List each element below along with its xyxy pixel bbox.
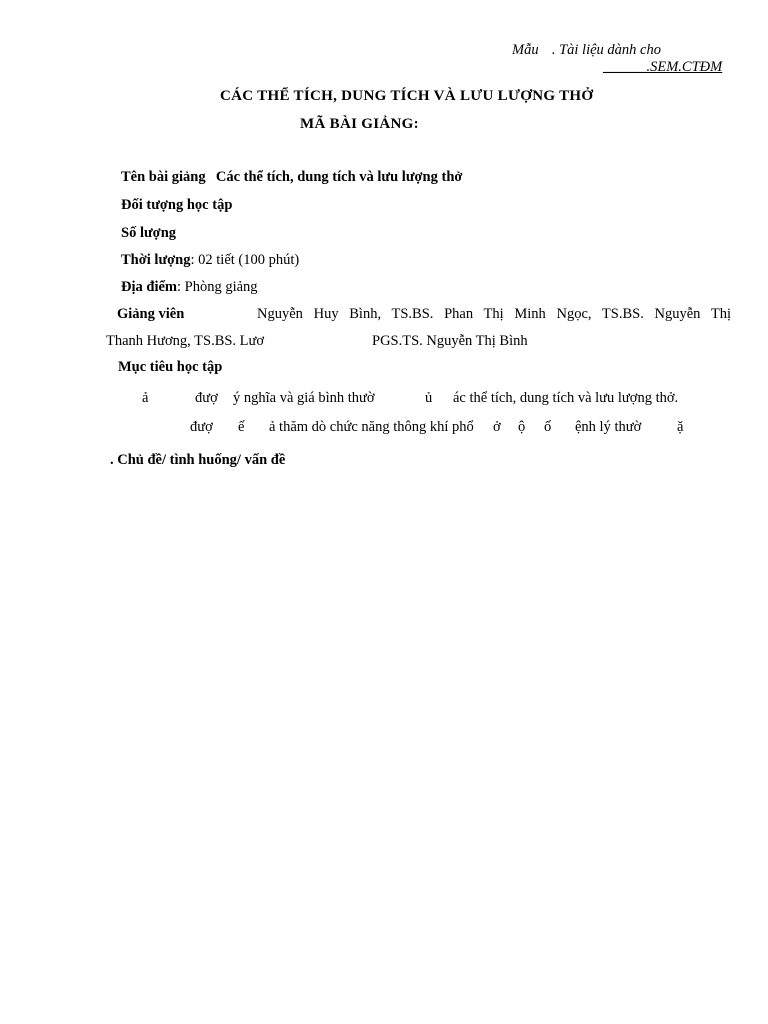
objective-item-1 [142, 390, 732, 410]
lecturer-line-2-cont: PGS.TS. Nguyễn Thị Bình [372, 333, 528, 349]
program-blank: ______ [603, 59, 647, 75]
objective-2-part-3: ả thăm dò chức năng thông khí phổ [269, 419, 474, 435]
objective-2-part-5: ộ [518, 419, 526, 435]
topic-section-label: . Chủ đề/ tình huống/ vấn đề [110, 452, 286, 468]
duration-value: : 02 tiết (100 phút) [190, 252, 300, 268]
objective-2-part-2: ế [238, 419, 245, 435]
objective-1-part-3: ý nghĩa và giá bình thườ [233, 390, 375, 406]
objective-2-part-8: ặ [677, 419, 684, 435]
form-header [512, 42, 661, 59]
objective-1-part-1: ả [142, 390, 149, 406]
objectives-label: Mục tiêu học tập [118, 359, 223, 375]
audience-label: Đối tượng học tập [121, 197, 233, 213]
location-label: Địa điểm [121, 279, 177, 295]
duration-label: Thời lượng [121, 252, 191, 268]
location-value: : Phòng giảng [176, 279, 258, 295]
objective-item-2 [190, 419, 730, 439]
objective-1-part-2: đượ [195, 390, 218, 406]
objective-1-part-4: ủ [425, 390, 433, 406]
program-code [603, 59, 722, 76]
location-row [121, 279, 258, 296]
program-code-text: .SEM.CTĐM [646, 59, 723, 75]
objective-2-part-1: đượ [190, 419, 213, 435]
lecturer-line-2 [106, 333, 264, 350]
lecturer-label: Giảng viên [117, 306, 185, 322]
objective-2-part-4: ở [493, 419, 501, 435]
document-title: CÁC THỂ TÍCH, DUNG TÍCH VÀ LƯU LƯỢNG THỞ [220, 88, 594, 104]
form-prefix: Mẫu [512, 42, 539, 58]
objective-1-part-5: ác thể tích, dung tích và lưu lượng thở. [453, 390, 679, 406]
lecture-name-row [121, 169, 462, 186]
lecture-name-value: Các thể tích, dung tích và lưu lượng thở [215, 169, 463, 185]
lecture-code-label: MÃ BÀI GIẢNG: [300, 116, 419, 132]
lecture-name-label: Tên bài giảng [121, 169, 206, 185]
lecturer-line-1: Nguyễn Huy Bình, TS.BS. Phan Thị Minh Ngọc, TS.BS. Nguyễn Thị [257, 306, 731, 322]
form-suffix: . Tài liệu dành cho [551, 42, 661, 58]
duration-row [121, 252, 299, 269]
count-label: Số lượng [121, 225, 177, 241]
objective-2-part-6: ố [544, 419, 552, 435]
objective-2-part-7: ệnh lý thườ [575, 419, 642, 435]
lecturer-line-2a: Thanh Hương, TS.BS. Lươ [106, 333, 265, 349]
